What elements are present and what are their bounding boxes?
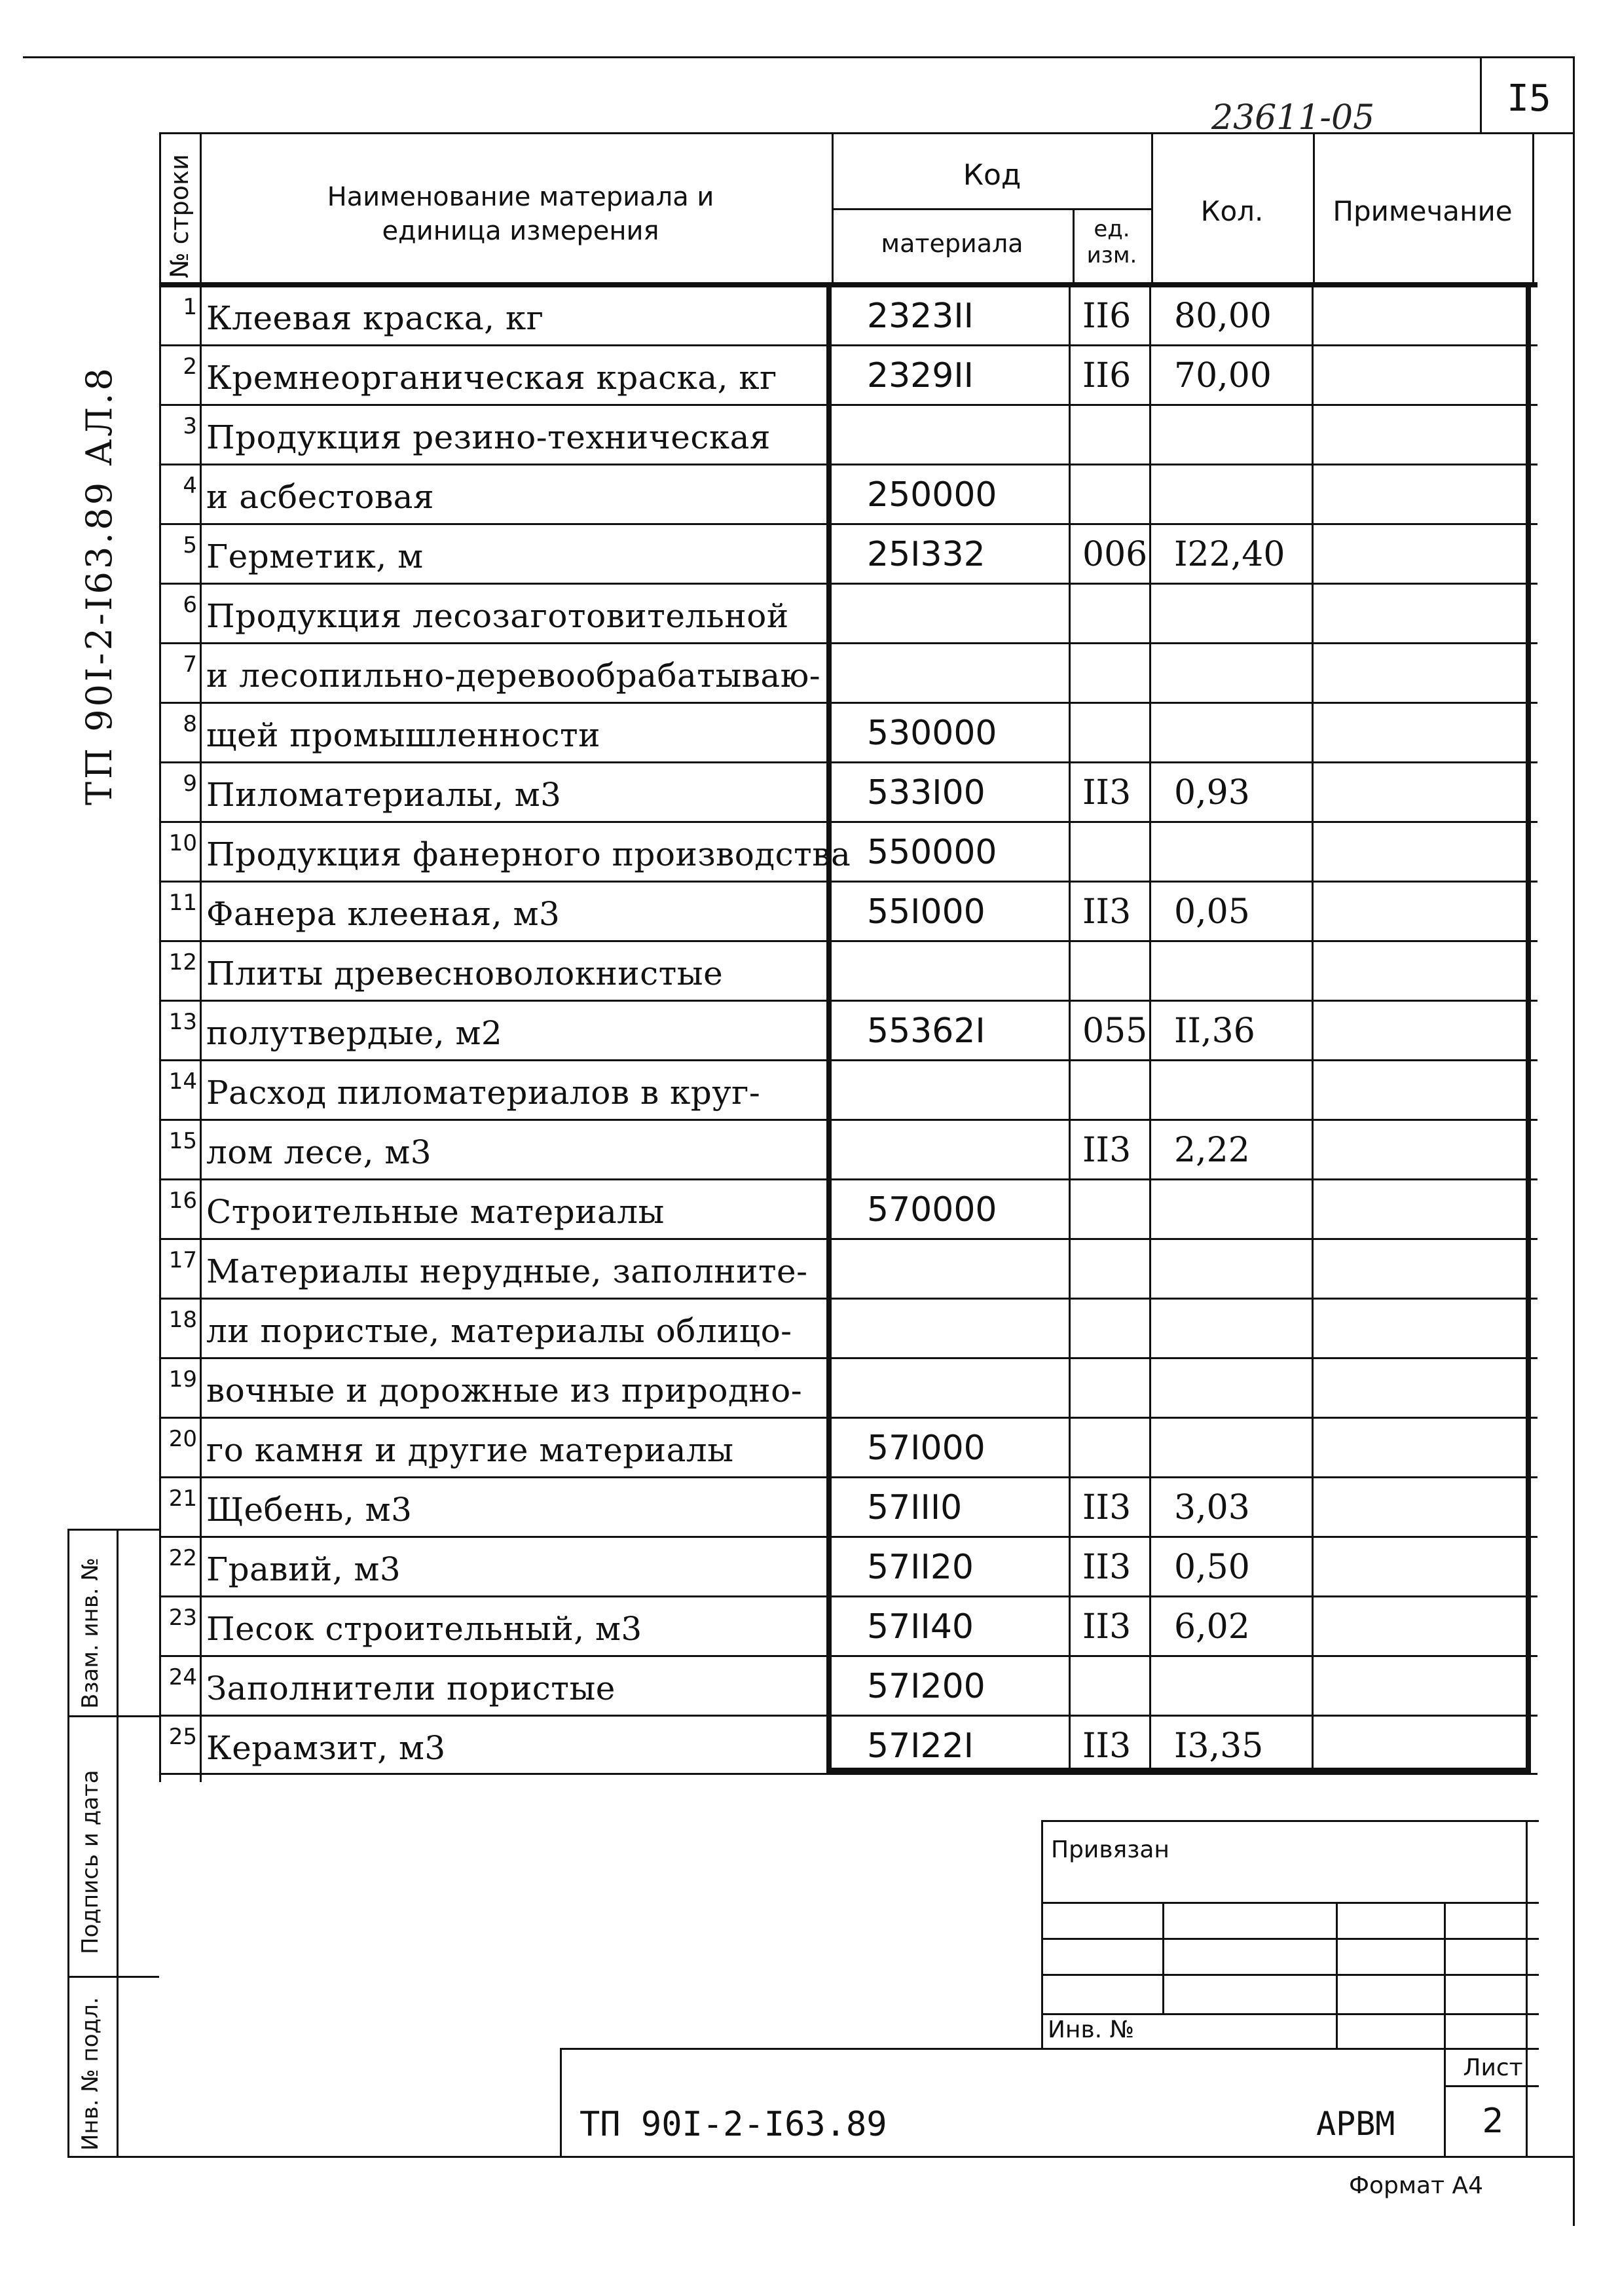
table-row [159,404,1537,464]
unit-code [1069,1357,1158,1417]
stamp-row-1 [1041,1902,1539,1904]
quantity [1154,940,1318,1000]
left-strip-inner [117,1529,119,2157]
row-number: 5 [183,532,197,558]
row-number: 22 [168,1545,197,1571]
header-right-border [1532,132,1534,284]
quantity: II,36 [1174,1011,1255,1051]
doc-mark: АРВМ [1316,2105,1395,2143]
row-number: 17 [168,1247,197,1273]
material-code [850,1059,1086,1120]
note-cell [1319,1000,1537,1060]
row-number: 14 [168,1068,197,1095]
material-code: 57I200 [867,1667,985,1706]
table-row [159,1595,1537,1656]
material-code [850,940,1086,1000]
material-code: 250000 [867,475,997,515]
unit-code [1069,1298,1158,1358]
unit-code [1069,1178,1158,1239]
quantity [1154,821,1318,881]
table-row [159,523,1537,583]
material-code: 2329II [867,356,974,395]
unit-code [1069,642,1158,702]
header-note: Примечание [1333,195,1513,227]
header-code: Код [963,158,1022,192]
note-cell [1319,1536,1537,1596]
handwritten-number: 23611-05 [1211,98,1375,137]
material-code: 57I000 [867,1429,985,1468]
material-name: Щебень, м3 [206,1491,413,1529]
left-strip-divider-2 [67,1976,159,1978]
quantity: 70,00 [1174,356,1272,395]
note-cell [1319,1476,1537,1537]
quantity [1154,1357,1318,1417]
row-number: 10 [168,830,197,856]
material-name: Продукция лесозаготовительной [206,597,789,635]
table-row [159,1119,1537,1179]
page-number-box-right [1573,56,1575,132]
material-code: 570000 [867,1190,997,1230]
quantity: 3,03 [1174,1488,1250,1527]
material-code: 57I22I [867,1726,974,1766]
header-name-line2: единица измерения [382,216,659,246]
format-label: Формат А4 [1349,2172,1484,2199]
material-name: Материалы нерудные, заполните- [206,1252,808,1290]
row-number: 12 [168,949,197,975]
material-code [850,1357,1086,1417]
note-cell [1319,1178,1537,1239]
table-row [159,1178,1537,1239]
unit-code: II6 [1082,297,1132,336]
material-code: 57III0 [867,1488,963,1527]
unit-code [1069,464,1158,524]
title-block-top [560,2048,1539,2050]
row-number: 19 [168,1366,197,1393]
unit-code: II3 [1082,773,1132,812]
title-block-sheet-divider [1444,2085,1539,2087]
sheet-number: 2 [1482,2102,1504,2141]
material-name: Заполнители пористые [206,1669,616,1707]
table-row [159,702,1537,762]
title-block-left [560,2048,562,2157]
material-code: 530000 [867,714,997,753]
material-name: и асбестовая [206,478,434,516]
note-cell [1319,583,1537,643]
material-code [850,1298,1086,1358]
stamp-row-2 [1041,1938,1539,1940]
material-code: 55362I [867,1011,985,1051]
material-code: 57II20 [867,1548,974,1587]
unit-code [1069,1059,1158,1120]
table-row [159,1059,1537,1120]
label-vzam-inv: Взам. инв. № [77,1558,103,1709]
table-row [159,1298,1537,1358]
quantity: I3,35 [1174,1726,1264,1766]
row-number: 15 [168,1128,197,1154]
note-cell [1319,1655,1537,1715]
table-row [159,821,1537,881]
quantity [1154,642,1318,702]
note-cell [1319,1357,1537,1417]
label-podpis-data: Подпись и дата [77,1770,103,1954]
unit-code: 006 [1082,535,1148,574]
table-row [159,642,1537,702]
note-cell [1319,821,1537,881]
row-number: 24 [168,1664,197,1690]
table-row [159,285,1537,345]
quantity: 0,93 [1174,773,1250,812]
row-number: 16 [168,1188,197,1214]
left-strip-outer [67,1529,69,2157]
table-top-line [159,132,1575,134]
page-number-box-left [1480,56,1482,132]
material-name: Керамзит, м3 [206,1729,446,1767]
material-name: полутвердые, м2 [206,1014,503,1052]
note-cell [1319,285,1537,345]
quantity: 0,50 [1174,1548,1250,1587]
unit-code [1069,583,1158,643]
unit-code: II6 [1082,356,1132,395]
unit-code: II3 [1082,1726,1132,1766]
table-row [159,940,1537,1000]
material-name: Клеевая краска, кг [206,299,544,337]
note-cell [1319,940,1537,1000]
quantity [1154,1059,1318,1120]
quantity [1154,1417,1318,1477]
material-code: 55I000 [867,892,985,932]
stamp-col-1 [1162,1902,1164,2013]
material-code [850,583,1086,643]
material-code: 2323II [867,297,974,336]
quantity: 2,22 [1174,1131,1250,1170]
material-name: Плиты древесноволокнистые [206,955,724,993]
material-name: го камня и другие материалы [206,1431,734,1469]
header-unit-line1: ед. [1094,216,1130,242]
note-cell [1319,404,1537,464]
note-cell [1319,523,1537,583]
table-row [159,1655,1537,1715]
note-cell [1319,642,1537,702]
unit-code: II3 [1082,1607,1132,1647]
quantity [1154,702,1318,762]
doc-code: ТП 90I-2-I63.89 [580,2105,887,2144]
table-row [159,1238,1537,1298]
material-name: вочные и дорожные из природно- [206,1372,803,1410]
table-row [159,1000,1537,1060]
table-row [159,881,1537,941]
unit-code [1069,404,1158,464]
material-name: и лесопильно-деревообрабатываю- [206,657,821,695]
table-row [159,1476,1537,1537]
header-qty: Кол. [1200,195,1264,227]
note-cell [1319,1238,1537,1298]
material-code [850,1238,1086,1298]
quantity: 0,05 [1174,892,1250,932]
row-number: 1 [183,294,197,320]
page-bottom-line [67,2156,1575,2158]
note-cell [1319,1119,1537,1179]
header-name-line1: Наименование материала и [327,182,714,212]
note-cell [1319,881,1537,941]
table-row [159,1417,1537,1477]
unit-code [1069,821,1158,881]
unit-code: II3 [1082,1548,1132,1587]
row-number: 20 [168,1426,197,1452]
material-name: Продукция резино-техническая [206,418,771,456]
table-row [159,761,1537,822]
left-strip-top [67,1529,159,1531]
unit-code [1069,702,1158,762]
material-name: Герметик, м [206,538,424,575]
material-name: щей промышленности [206,716,600,754]
material-code [850,642,1086,702]
label-inv-podl: Инв. № подл. [77,1997,103,2151]
table-row [159,583,1537,643]
material-code [850,1119,1086,1179]
material-code: 25I332 [867,535,985,574]
quantity [1154,1238,1318,1298]
material-name: Гравий, м3 [206,1550,401,1588]
table-row [159,1357,1537,1417]
note-cell [1319,702,1537,762]
material-name: лом лесе, м3 [206,1133,432,1171]
unit-code: 055 [1082,1011,1148,1051]
note-cell [1319,1715,1537,1775]
row-number: 25 [168,1724,197,1750]
material-name: Фанера клееная, м3 [206,895,561,933]
material-name: Кремнеорганическая краска, кг [206,359,777,397]
stamp-col-2 [1336,1902,1338,2049]
note-cell [1319,761,1537,822]
quantity [1154,404,1318,464]
quantity [1154,583,1318,643]
quantity: I22,40 [1174,535,1285,574]
quantity: 6,02 [1174,1607,1250,1647]
material-code: 57II40 [867,1607,974,1647]
unit-code [1069,1655,1158,1715]
stamp-col-3 [1444,1902,1446,2049]
material-code: 533I00 [867,773,985,812]
material-name: Продукция фанерного производства [206,835,851,873]
material-name: Расход пиломатериалов в круг- [206,1074,761,1112]
title-block-sheet-left [1444,2048,1446,2157]
quantity [1154,464,1318,524]
table-row [159,344,1537,405]
note-cell [1319,1417,1537,1477]
note-cell [1319,1298,1537,1358]
quantity [1154,1655,1318,1715]
note-cell [1319,1059,1537,1120]
row-number: 6 [183,592,197,618]
row-number: 9 [183,771,197,797]
side-document-label: ТП 90I-2-I63.89 АЛ.8 [79,365,120,805]
table-row [159,1715,1537,1775]
stamp-row-4 [1041,2013,1539,2015]
code-subheader-line [832,208,1152,210]
material-code [850,404,1086,464]
note-cell [1319,344,1537,405]
row-number: 4 [183,473,197,499]
unit-code: II3 [1082,1488,1132,1527]
material-code: 550000 [867,833,997,872]
unit-code [1069,1238,1158,1298]
stamp-inv-no: Инв. № [1048,2016,1135,2043]
row-number: 21 [168,1485,197,1512]
unit-code [1069,1417,1158,1477]
quantity: 80,00 [1174,297,1272,336]
header-row-number: № строки [165,154,194,278]
unit-code [1069,940,1158,1000]
header-unit-line2: изм. [1086,242,1137,268]
material-name: Песок строительный, м3 [206,1610,642,1648]
row-number: 7 [183,651,197,678]
row-number: 18 [168,1307,197,1333]
note-cell [1319,464,1537,524]
header-material: материала [881,229,1023,258]
table-row [159,1536,1537,1596]
row-number: 23 [168,1605,197,1631]
row-number: 3 [183,413,197,439]
stamp-row-3 [1041,1974,1539,1976]
row-number: 8 [183,711,197,737]
material-name: ли пористые, материалы облицо- [206,1312,792,1350]
quantity [1154,1178,1318,1239]
unit-code: II3 [1082,1131,1132,1170]
left-strip-divider-1 [67,1715,159,1717]
sheet-label: Лист [1463,2054,1523,2081]
row-number: 11 [168,890,197,916]
table-row [159,464,1537,524]
stamp-privyazan: Привязан [1051,1836,1169,1863]
note-cell [1319,1595,1537,1656]
material-name: Пиломатериалы, м3 [206,776,562,814]
row-number: 13 [168,1009,197,1035]
row-number: 2 [183,354,197,380]
quantity [1154,1298,1318,1358]
stamp-top [1041,1820,1539,1822]
page-number: I5 [1507,77,1551,120]
material-name: Строительные материалы [206,1193,665,1231]
unit-code: II3 [1082,892,1132,932]
right-frame-line [1573,131,1575,2226]
top-frame-line [23,56,1575,58]
